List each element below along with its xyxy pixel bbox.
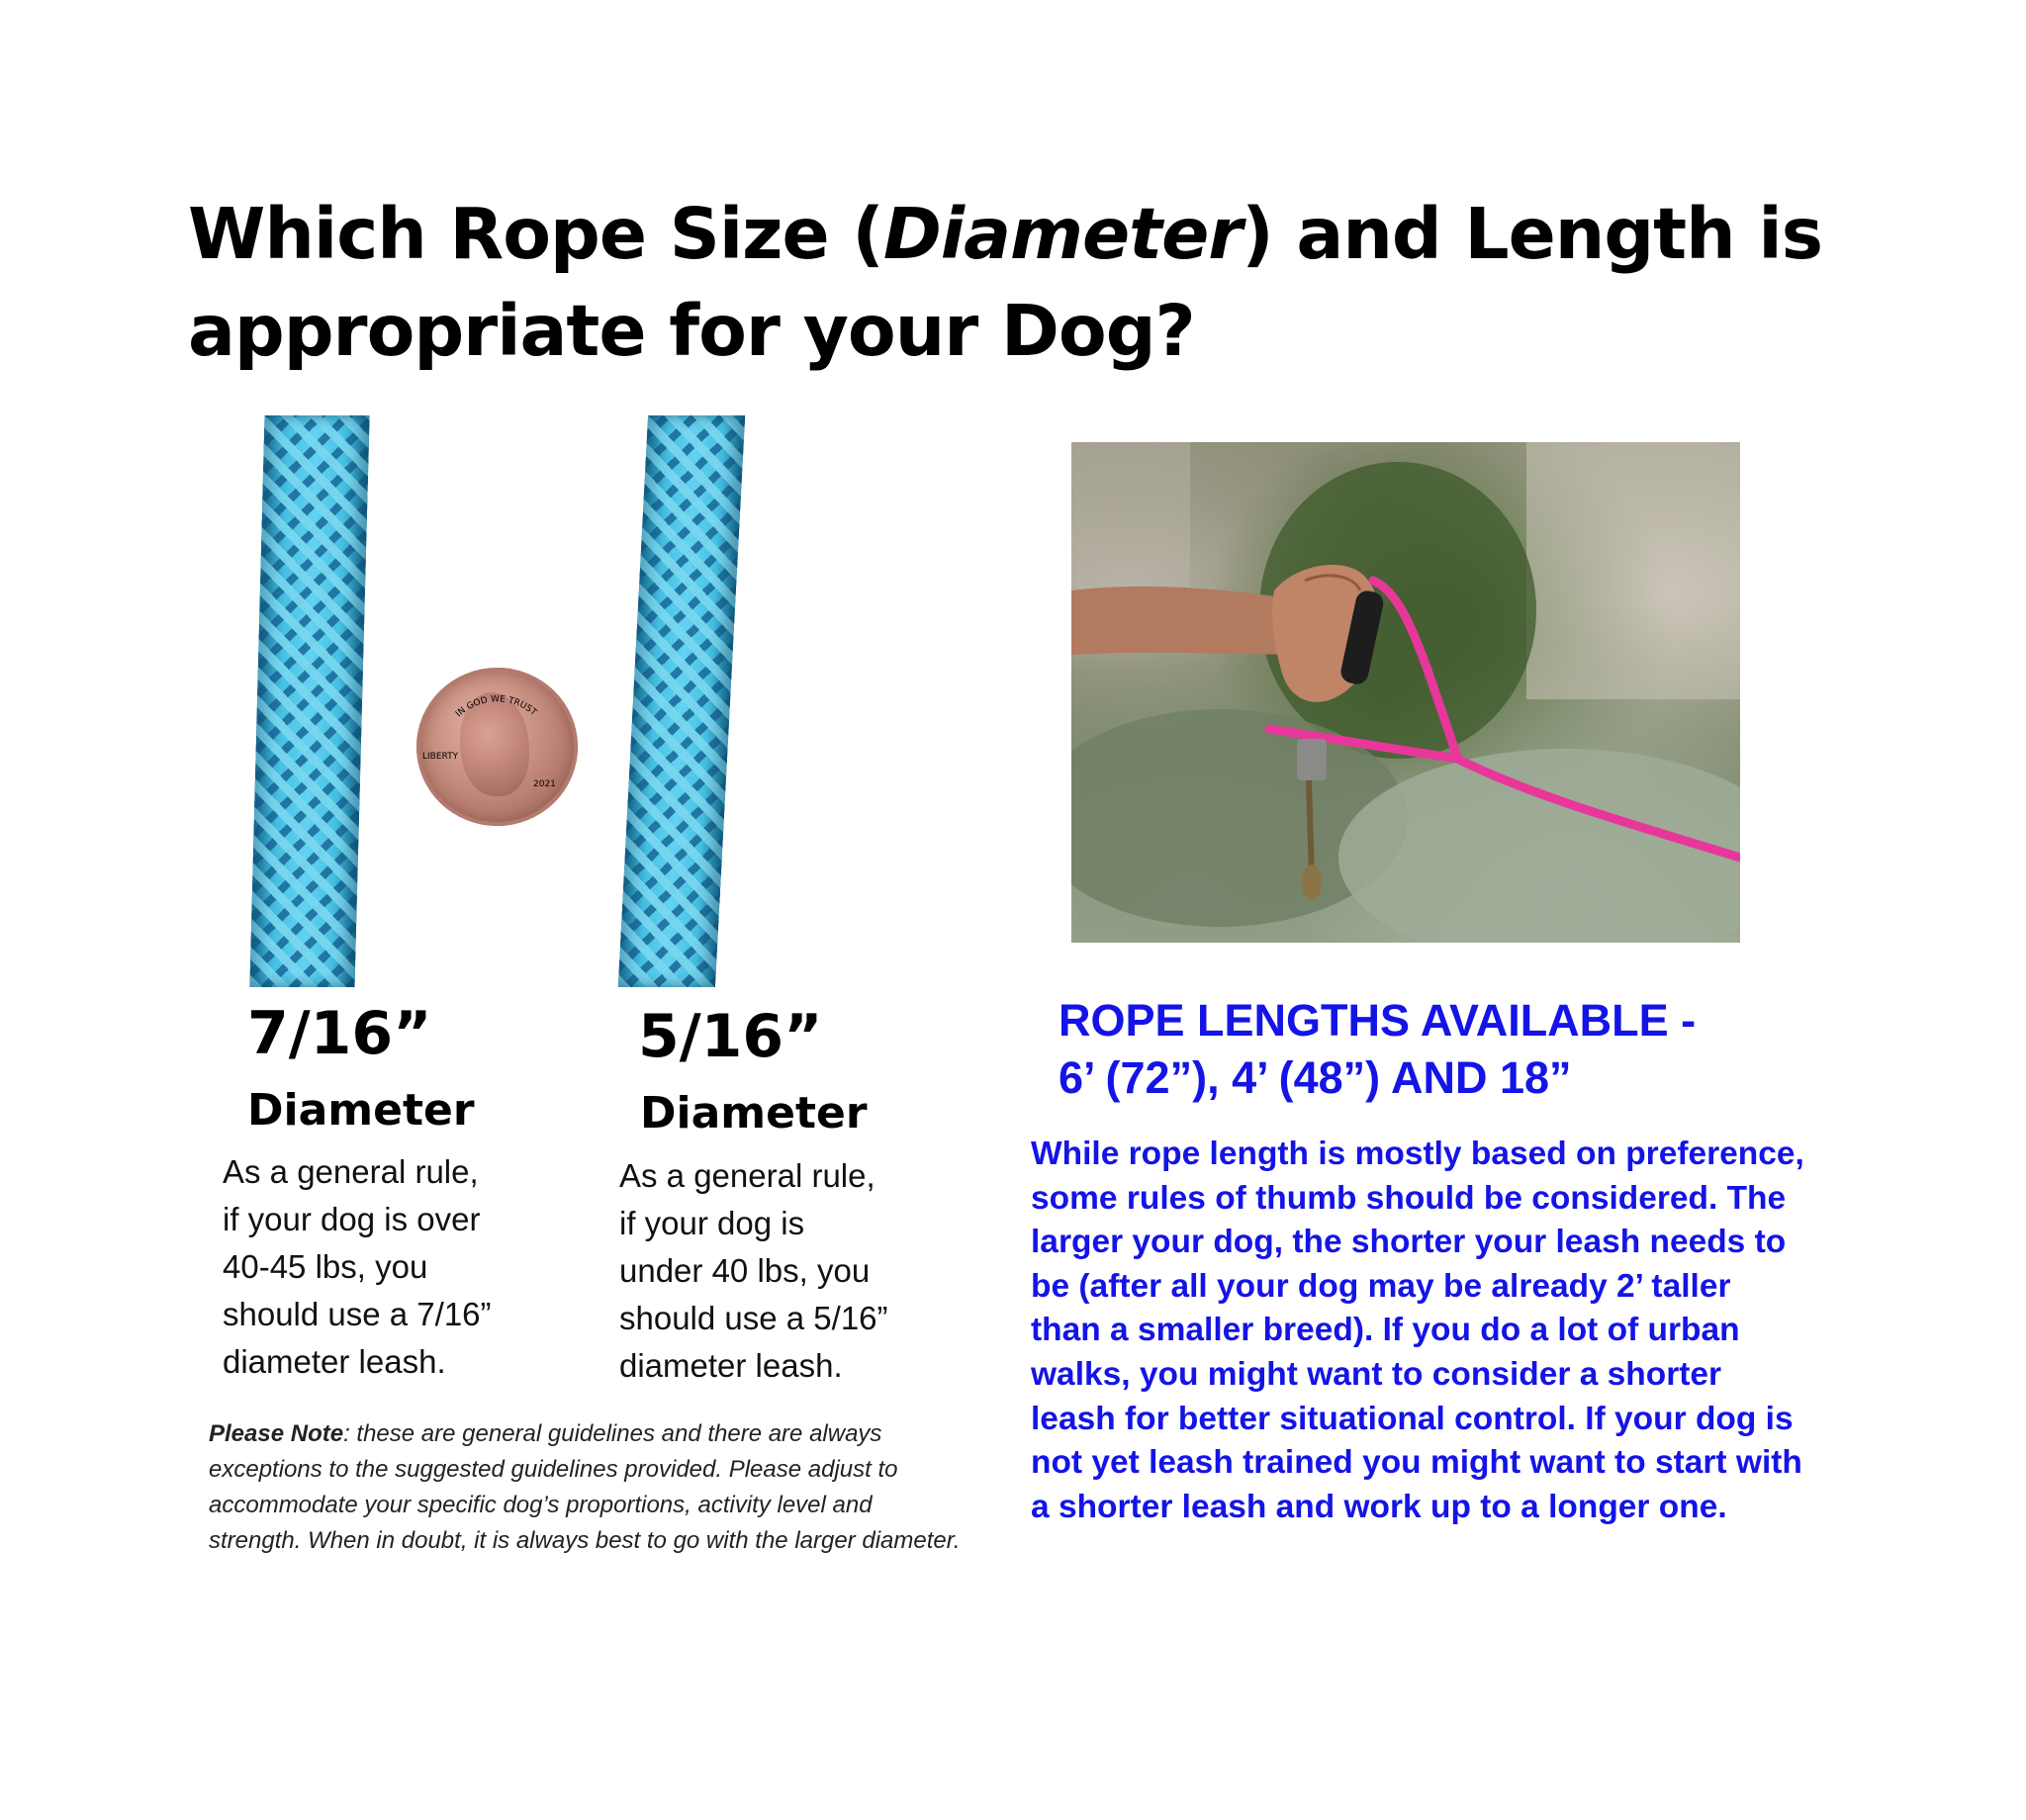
title-part-1: Which Rope Size ( [188,193,883,275]
diameter-label-2: Diameter [640,1088,868,1138]
rope-lengths-body [1031,1133,1971,1529]
rule-7-16-line: should use a 7/16” [223,1296,492,1332]
body-line: than a smaller breed). If you do a lot of urban [1031,1312,1740,1349]
size-5-16-label: 5/16” [638,1002,823,1071]
title-italic: Diameter [882,193,1243,275]
rule-7-16 [223,1148,492,1386]
body-line: walks, you might want to consider a shorter [1031,1355,1722,1393]
penny-liberty: LIBERTY [422,752,459,762]
rule-5-16-line: should use a 5/16” [619,1300,888,1336]
note-label: Please Note [209,1420,344,1447]
guidelines-note [209,1416,961,1559]
rule-7-16-line: As a general rule, [223,1153,479,1190]
rule-5-16-line: if your dog is [619,1205,805,1241]
rule-7-16-line: diameter leash. [223,1343,446,1380]
penny-lettering [416,668,578,826]
size-7-16-label: 7/16” [247,999,432,1068]
rope-lengths-title-line: 6’ (72”), 4’ (48”) AND 18” [1059,1052,1572,1103]
rule-7-16-line: if your dog is over [223,1201,481,1237]
rule-7-16-line: 40-45 lbs, you [223,1248,428,1285]
penny-year: 2021 [533,779,556,789]
rule-5-16-line: diameter leash. [619,1347,843,1384]
body-line: be (after all your dog may be already 2’ taller [1031,1267,1731,1305]
rule-5-16-line: under 40 lbs, you [619,1252,871,1289]
body-line: larger your dog, the shorter your leash needs to [1031,1224,1787,1261]
page-title [188,186,1870,380]
rule-5-16 [619,1152,888,1390]
leash-photo-drawing [1071,442,1740,943]
title-part-2: ) and Length is [1242,193,1822,275]
body-line: leash for better situational control. If your dog is [1031,1400,1794,1437]
body-line: not yet leash trained you might want to start with [1031,1444,1802,1482]
rope-lengths-title-line: ROPE LENGTHS AVAILABLE - [1059,995,1697,1046]
body-line: a shorter leash and work up to a longer one. [1031,1488,1727,1525]
title-line-1 [188,186,1870,283]
leash-photo [1071,442,1740,943]
rope-lengths-heading [1059,992,1949,1107]
body-line: some rules of thumb should be considered. The [1031,1179,1787,1217]
body-line: While rope length is mostly based on preference, [1031,1136,1804,1172]
title-line-2: appropriate for your Dog? [188,290,1195,372]
rope-5-16-image [618,415,745,987]
rule-5-16-line: As a general rule, [619,1157,875,1194]
penny-motto: IN GOD WE TRUST [454,694,539,720]
rope-7-16-image [249,415,369,987]
diameter-label-1: Diameter [247,1085,475,1136]
note-text: : these are general guidelines and there are always exceptions to the suggested guidelines provided. Please adjust to accommodate your specific dog’s proportions, activity level and strength. When in doubt, it is always best to go with the larger diameter. [209,1420,961,1554]
